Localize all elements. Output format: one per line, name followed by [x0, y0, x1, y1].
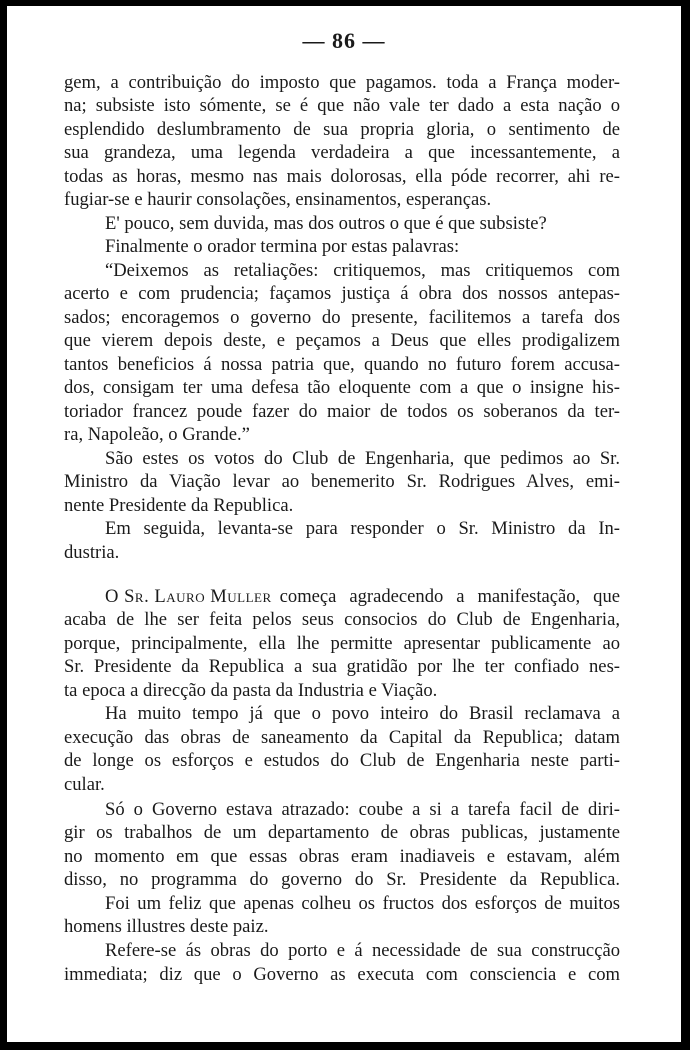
text-line: Sr. Presidente da Republica a sua gratidão por lhe ter confiado nes- [64, 656, 620, 677]
text-line: São estes os votos do Club de Engenharia, que pedimos ao Sr. [105, 448, 620, 469]
text-line: gem, a contribuição do imposto que pagamos. toda a França moder- [64, 72, 620, 93]
text-line: toriador francez poude fazer do maior de todos os soberanos da ter- [64, 401, 620, 422]
text-line: tantos beneficios á nossa patria que, quando no futuro forem accusa- [64, 354, 620, 375]
text-line: todas as horas, mesmo nas mais dolorosas, ella póde recorrer, ahi re- [64, 166, 620, 187]
text-line: Foi um feliz que apenas colheu os fructos dos esforços de muitos [105, 893, 620, 914]
text-line: Em seguida, levanta-se para responder o Sr. Ministro da In- [105, 518, 620, 539]
text-line: Só o Governo estava atrazado: coube a si a tarefa facil de diri- [105, 799, 620, 820]
text-line: cular. [64, 774, 105, 795]
text-line: gir os trabalhos de um departamento de obras publicas, justamente [64, 822, 620, 843]
text-line: nente Presidente da Republica. [64, 495, 294, 516]
speaker-line [105, 586, 620, 608]
text-line: sados; encoragemos o governo do presente, facilitemos a tarefa dos [64, 307, 620, 328]
text-line: acerto e com prudencia; façamos justiça á obra dos nossos antepas- [64, 283, 620, 304]
text-line: de longe os esforços e estudos do Club de Engenharia neste parti- [64, 750, 620, 771]
text-line: “Deixemos as retaliações: critiquemos, mas critiquemos com [105, 260, 620, 281]
text-line: que vierem depois deste, e peçamos a Deus que elles prodigalizem [64, 330, 620, 351]
text-line: porque, principalmente, ella lhe permitte apresentar publicamente ao [64, 633, 620, 654]
text-line: Ha muito tempo já que o povo inteiro do Brasil reclamava a [105, 703, 620, 724]
text-line: esplendido deslumbramento de sua propria gloria, o sentimento de [64, 119, 620, 140]
text-line: dustria. [64, 542, 120, 563]
text-line: disso, no programma do governo do Sr. Presidente da Republica. [64, 869, 620, 890]
text-line: sua grandeza, uma legenda verdadeira a que incessantemente, a [64, 142, 620, 163]
text-line: ta epoca a direcção da pasta da Industria e Viação. [64, 680, 438, 701]
text-line: homens illustres deste paiz. [64, 916, 269, 937]
text-line: ra, Napoleão, o Grande.” [64, 424, 250, 445]
text-line: dos, consigam ter uma defesa tão eloquente com a que o insigne his- [64, 377, 620, 398]
text-line: immediata; diz que o Governo as executa com consciencia e com [64, 964, 620, 985]
text-line: no momento em que essas obras eram inadiaveis e estavam, além [64, 846, 620, 867]
text-line: acaba de lhe ser feita pelos seus consocios do Club de Engenharia, [64, 609, 620, 630]
text-line: começa agradecendo a manifestação, que [279, 586, 620, 607]
text-line: Ministro da Viação levar ao benemerito Sr. Rodrigues Alves, emi- [64, 471, 620, 492]
speaker-name: O Sr. Lauro Muller [105, 586, 272, 607]
text-line: Finalmente o orador termina por estas palavras: [105, 236, 460, 257]
text-line: Refere-se ás obras do porto e á necessidade de sua construcção [105, 940, 620, 961]
text-line: fugiar-se e haurir consolações, ensinamentos, esperanças. [64, 189, 492, 210]
book-page [7, 6, 681, 1042]
text-line: na; subsiste isto sómente, se é que não vale ter dado a esta nação o [64, 95, 620, 116]
page-number: — 86 — [302, 28, 386, 53]
text-line: execução das obras de saneamento da Capital da Republica; datam [64, 727, 620, 748]
text-line: E' pouco, sem duvida, mas dos outros o que é que subsiste? [105, 213, 547, 234]
